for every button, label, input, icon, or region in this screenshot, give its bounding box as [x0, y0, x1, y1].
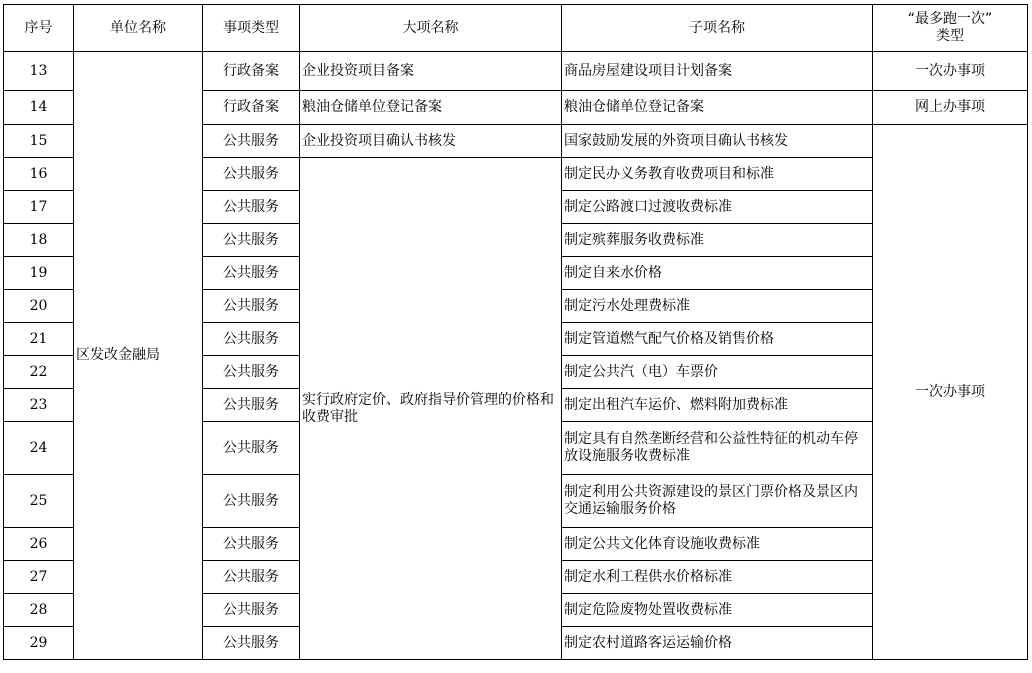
- header-row: [4, 5, 1028, 52]
- seq-cell: 19: [4, 257, 74, 290]
- header-seq: 序号: [4, 5, 74, 52]
- unit-name-cell: 区发改金融局: [74, 52, 203, 660]
- seq-cell: 21: [4, 323, 74, 356]
- sub-cell: 制定水利工程供水价格标准: [562, 561, 873, 594]
- major-cell: 企业投资项目备案: [300, 52, 562, 91]
- seq-cell: 22: [4, 356, 74, 389]
- sub-cell: 制定公共文化体育设施收费标准: [562, 528, 873, 561]
- seq-cell: 15: [4, 125, 74, 158]
- sub-cell: 制定公路渡口过渡收费标准: [562, 191, 873, 224]
- runonce-cell: 网上办事项: [873, 91, 1028, 125]
- header-unit: 单位名称: [74, 5, 203, 52]
- type-cell: 公共服务: [203, 627, 300, 660]
- sub-cell: 制定自来水价格: [562, 257, 873, 290]
- seq-cell: 23: [4, 389, 74, 422]
- type-cell: 公共服务: [203, 475, 300, 528]
- sub-cell: 制定农村道路客运运输价格: [562, 627, 873, 660]
- seq-cell: 25: [4, 475, 74, 528]
- major-cell: 企业投资项目确认书核发: [300, 125, 562, 158]
- major-cell: 粮油仓储单位登记备案: [300, 91, 562, 125]
- table-row: [4, 52, 1028, 91]
- header-runonce-line2: 类型: [936, 28, 964, 44]
- seq-cell: 17: [4, 191, 74, 224]
- type-cell: 公共服务: [203, 422, 300, 475]
- type-cell: 公共服务: [203, 191, 300, 224]
- type-cell: 公共服务: [203, 561, 300, 594]
- seq-cell: 29: [4, 627, 74, 660]
- sub-cell: 制定出租汽车运价、燃料附加费标准: [562, 389, 873, 422]
- type-cell: 公共服务: [203, 158, 300, 191]
- type-cell: 公共服务: [203, 356, 300, 389]
- seq-cell: 27: [4, 561, 74, 594]
- seq-cell: 18: [4, 224, 74, 257]
- sub-cell: 制定殡葬服务收费标准: [562, 224, 873, 257]
- seq-cell: 20: [4, 290, 74, 323]
- header-runonce: [873, 5, 1028, 52]
- sub-cell: 制定污水处理费标准: [562, 290, 873, 323]
- header-type: 事项类型: [203, 5, 300, 52]
- sub-cell: 制定管道燃气配气价格及销售价格: [562, 323, 873, 356]
- matters-table: [3, 4, 1028, 660]
- type-cell: 公共服务: [203, 389, 300, 422]
- seq-cell: 16: [4, 158, 74, 191]
- runonce-merged-cell: 一次办事项: [873, 125, 1028, 660]
- seq-cell: 24: [4, 422, 74, 475]
- header-runonce-line1: “最多跑一次”: [907, 11, 993, 27]
- seq-cell: 28: [4, 594, 74, 627]
- header-sub: 子项名称: [562, 5, 873, 52]
- sub-cell: 国家鼓励发展的外资项目确认书核发: [562, 125, 873, 158]
- type-cell: 公共服务: [203, 257, 300, 290]
- seq-cell: 14: [4, 91, 74, 125]
- type-cell: 公共服务: [203, 594, 300, 627]
- runonce-cell: 一次办事项: [873, 52, 1028, 91]
- type-cell: 公共服务: [203, 125, 300, 158]
- seq-cell: 13: [4, 52, 74, 91]
- type-cell: 行政备案: [203, 52, 300, 91]
- sub-cell: 制定危险废物处置收费标准: [562, 594, 873, 627]
- sub-cell: 制定民办义务教育收费项目和标准: [562, 158, 873, 191]
- sub-cell: 粮油仓储单位登记备案: [562, 91, 873, 125]
- sub-cell: 商品房屋建设项目计划备案: [562, 52, 873, 91]
- sub-cell: 制定具有自然垄断经营和公益性特征的机动车停放设施服务收费标准: [562, 422, 873, 475]
- type-cell: 行政备案: [203, 91, 300, 125]
- sub-cell: 制定公共汽（电）车票价: [562, 356, 873, 389]
- major-merged-cell: 实行政府定价、政府指导价管理的价格和收费审批: [300, 158, 562, 660]
- type-cell: 公共服务: [203, 224, 300, 257]
- header-major: 大项名称: [300, 5, 562, 52]
- seq-cell: 26: [4, 528, 74, 561]
- type-cell: 公共服务: [203, 323, 300, 356]
- type-cell: 公共服务: [203, 290, 300, 323]
- sub-cell: 制定利用公共资源建设的景区门票价格及景区内交通运输服务价格: [562, 475, 873, 528]
- type-cell: 公共服务: [203, 528, 300, 561]
